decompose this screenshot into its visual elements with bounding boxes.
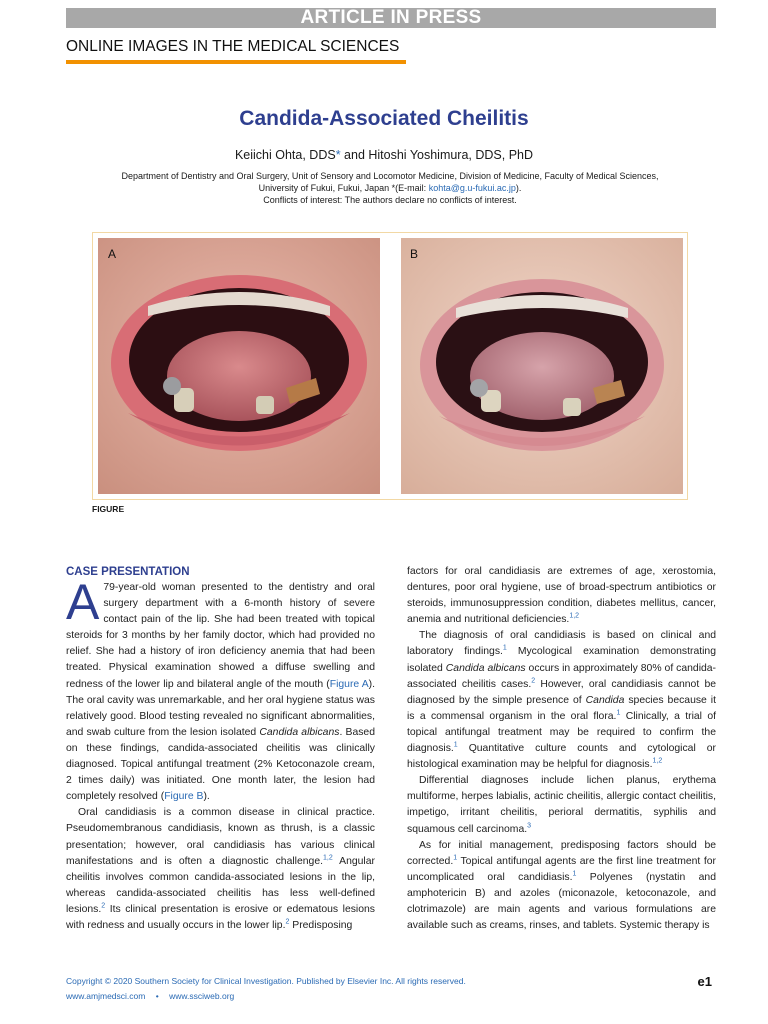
text-run: Mycological examination demonstrating isolated	[407, 646, 716, 674]
text-run: Clinically, a trial of topical antifungal treatment may be required to confirm the diagnosis.	[407, 710, 716, 755]
author-1: Keiichi Ohta, DDS	[234, 148, 336, 162]
text-run: factors for oral candidiasis are extremes of age, xerostomia, dentures, poor oral hygiene, use of broad-spectrum antibiotics or steroids, immunosuppression condition, diabetes mellitus, cancer, anemia and nutritional deficiencies.	[407, 566, 716, 626]
reference-link[interactable]: 1,2	[322, 854, 333, 862]
corresponding-author-marker[interactable]: *	[335, 148, 341, 162]
paragraph-diagnosis	[407, 628, 716, 773]
author-line	[0, 148, 768, 162]
italic-species: Candida	[585, 694, 625, 706]
text-run: occurs in approximately 80% of candida-associated cheilitis cases.	[407, 662, 717, 690]
reference-link[interactable]: 1	[453, 854, 458, 862]
text-run: Polyenes (nystatin and amphotericin B) and azoles (miconazole, ketoconazole, and clotrimazole) are main agents and various formulations are available such as creams, rinses, and tablets. Systemic therapy is	[407, 871, 716, 932]
reference-link[interactable]: 3	[527, 822, 532, 830]
text-run: Its clinical presentation is erosive or edematous lesions with redness and usually occurs in the lower lip.	[66, 903, 375, 931]
reference-link[interactable]: 1,2	[569, 612, 580, 620]
figure-photo-b	[401, 238, 683, 494]
journal-section-title: ONLINE IMAGES IN THE MEDICAL SCIENCES	[66, 38, 400, 55]
text-run: Oral candidiasis is a common disease in clinical practice. Pseudomembranous candidiasis, known as thrush, is a classic presentation; however, oral candidiasis has various clinical manifestations and is often a diagnostic challenge.	[66, 807, 375, 867]
reference-link[interactable]: 1	[616, 709, 621, 717]
italic-species: Candida albicans	[259, 726, 340, 738]
text-run: Differential diagnoses include lichen planus, erythema multiforme, herpes labialis, actinic cheilitis, allergic contact cheilitis, impetigo, irritant cheilitis, perioral dermatitis, syphilis and squamous cell carcinoma.	[407, 775, 716, 835]
text-run: Topical antifungal agents are the first line treatment for uncomplicated oral candidiasis.	[407, 855, 716, 883]
article-in-press-banner: ARTICLE IN PRESS	[66, 8, 716, 28]
figure-label-b: B	[410, 247, 419, 261]
section-underline	[66, 60, 406, 64]
footer-copyright: Copyright © 2020 Southern Society for Clinical Investigation. Published by Elsevier Inc. All rights reserved.	[66, 976, 466, 986]
text-run: species because it is a commensal organism in the oral flora.	[407, 694, 717, 722]
text-run: ).	[203, 791, 210, 803]
paragraph-differential	[407, 773, 716, 837]
affiliation-block	[80, 170, 700, 206]
text-run: Angular cheilitis involves common candida-associated lesions in the lip, whereas candida-associated cheilitis has less well-defined lesions.	[66, 855, 375, 915]
body-column-right	[407, 564, 716, 934]
footer-links	[66, 991, 234, 1001]
affiliation-location: University of Fukui, Fukui, Japan *(E-mail:	[258, 183, 429, 193]
paragraph-case	[66, 574, 375, 805]
society-website-link[interactable]: www.ssciweb.org	[169, 991, 235, 1001]
figure-b-link[interactable]: Figure B	[164, 791, 204, 803]
reference-link[interactable]: 2	[531, 677, 536, 685]
journal-website-link[interactable]: www.amjmedsci.com	[66, 991, 146, 1001]
text-run: As for initial management, predisposing factors should be corrected.	[407, 839, 716, 867]
conflicts-statement: Conflicts of interest: The authors declare no conflicts of interest.	[263, 195, 517, 205]
affiliation-line-end: ).	[515, 183, 522, 193]
text-run: Predisposing	[289, 919, 353, 931]
reference-link[interactable]: 1	[453, 741, 458, 749]
figure-label-a: A	[108, 247, 117, 261]
page-number: e1	[697, 974, 712, 989]
reference-link[interactable]: 2	[285, 918, 290, 926]
author-2: and Hitoshi Yoshimura, DDS, PhD	[340, 148, 534, 162]
dropcap-letter: A	[66, 574, 100, 630]
paragraph-factors	[407, 564, 716, 628]
figure-a-link[interactable]: Figure A	[329, 678, 369, 690]
reference-link[interactable]: 1	[572, 870, 577, 878]
italic-species: Candida albicans	[445, 662, 526, 674]
text-run: ). The oral cavity was unremarkable, and her oral hygiene status was relatively good. Blood testing revealed no significant abnormalities, and swab culture from the lesion isolated	[66, 678, 375, 738]
article-title: Candida-Associated Cheilitis	[239, 107, 529, 130]
paragraph-management	[407, 838, 716, 935]
figure-caption: FIGURE	[92, 504, 125, 514]
paragraph-overview	[66, 805, 375, 934]
affiliation-line-1: Department of Dentistry and Oral Surgery, Unit of Sensory and Locomotor Medicine, Division of Medicine, Faculty of Medical Sciences,	[121, 171, 659, 181]
reference-link[interactable]: 2	[101, 902, 106, 910]
reference-link[interactable]: 1,2	[652, 757, 663, 765]
text-run: The diagnosis of oral candidiasis is based on clinical and laboratory findings.	[407, 630, 716, 658]
section-heading-case-presentation: CASE PRESENTATION	[66, 566, 190, 578]
reference-link[interactable]: 1	[502, 645, 507, 652]
footer-bullet: •	[155, 991, 159, 1001]
figure-photo-a	[98, 238, 380, 494]
text-run: However, oral candidiasis cannot be diagnosed by the simple presence of	[407, 678, 716, 706]
author-email-link[interactable]: kohta@g.u-fukui.ac.jp	[428, 183, 516, 193]
text-run: . Based on these findings, candida-associated cheilitis was clinically diagnosed. Topical antifungal treatment (2% Ketoconazole cream, 2 times daily) was initiated. One month later, the lesion had completely resolved (	[66, 726, 375, 803]
body-column-left	[66, 564, 375, 934]
text-run: 79-year-old woman presented to the dentistry and oral surgery department with a 6-month history of severe contact pain of the lip. She had been treated with topical steroids for 3 months by her family doctor, which had provided no relief. She had a history of iron deficiency anemia that had been treated. Physical examination showed a diffuse swelling and redness of the lower lip and bilateral angle of the mouth (	[66, 582, 375, 690]
text-run: Quantitative culture counts and cytological or histological examination may be helpful for diagnosis.	[407, 743, 716, 771]
affiliation-line-2	[80, 182, 700, 194]
